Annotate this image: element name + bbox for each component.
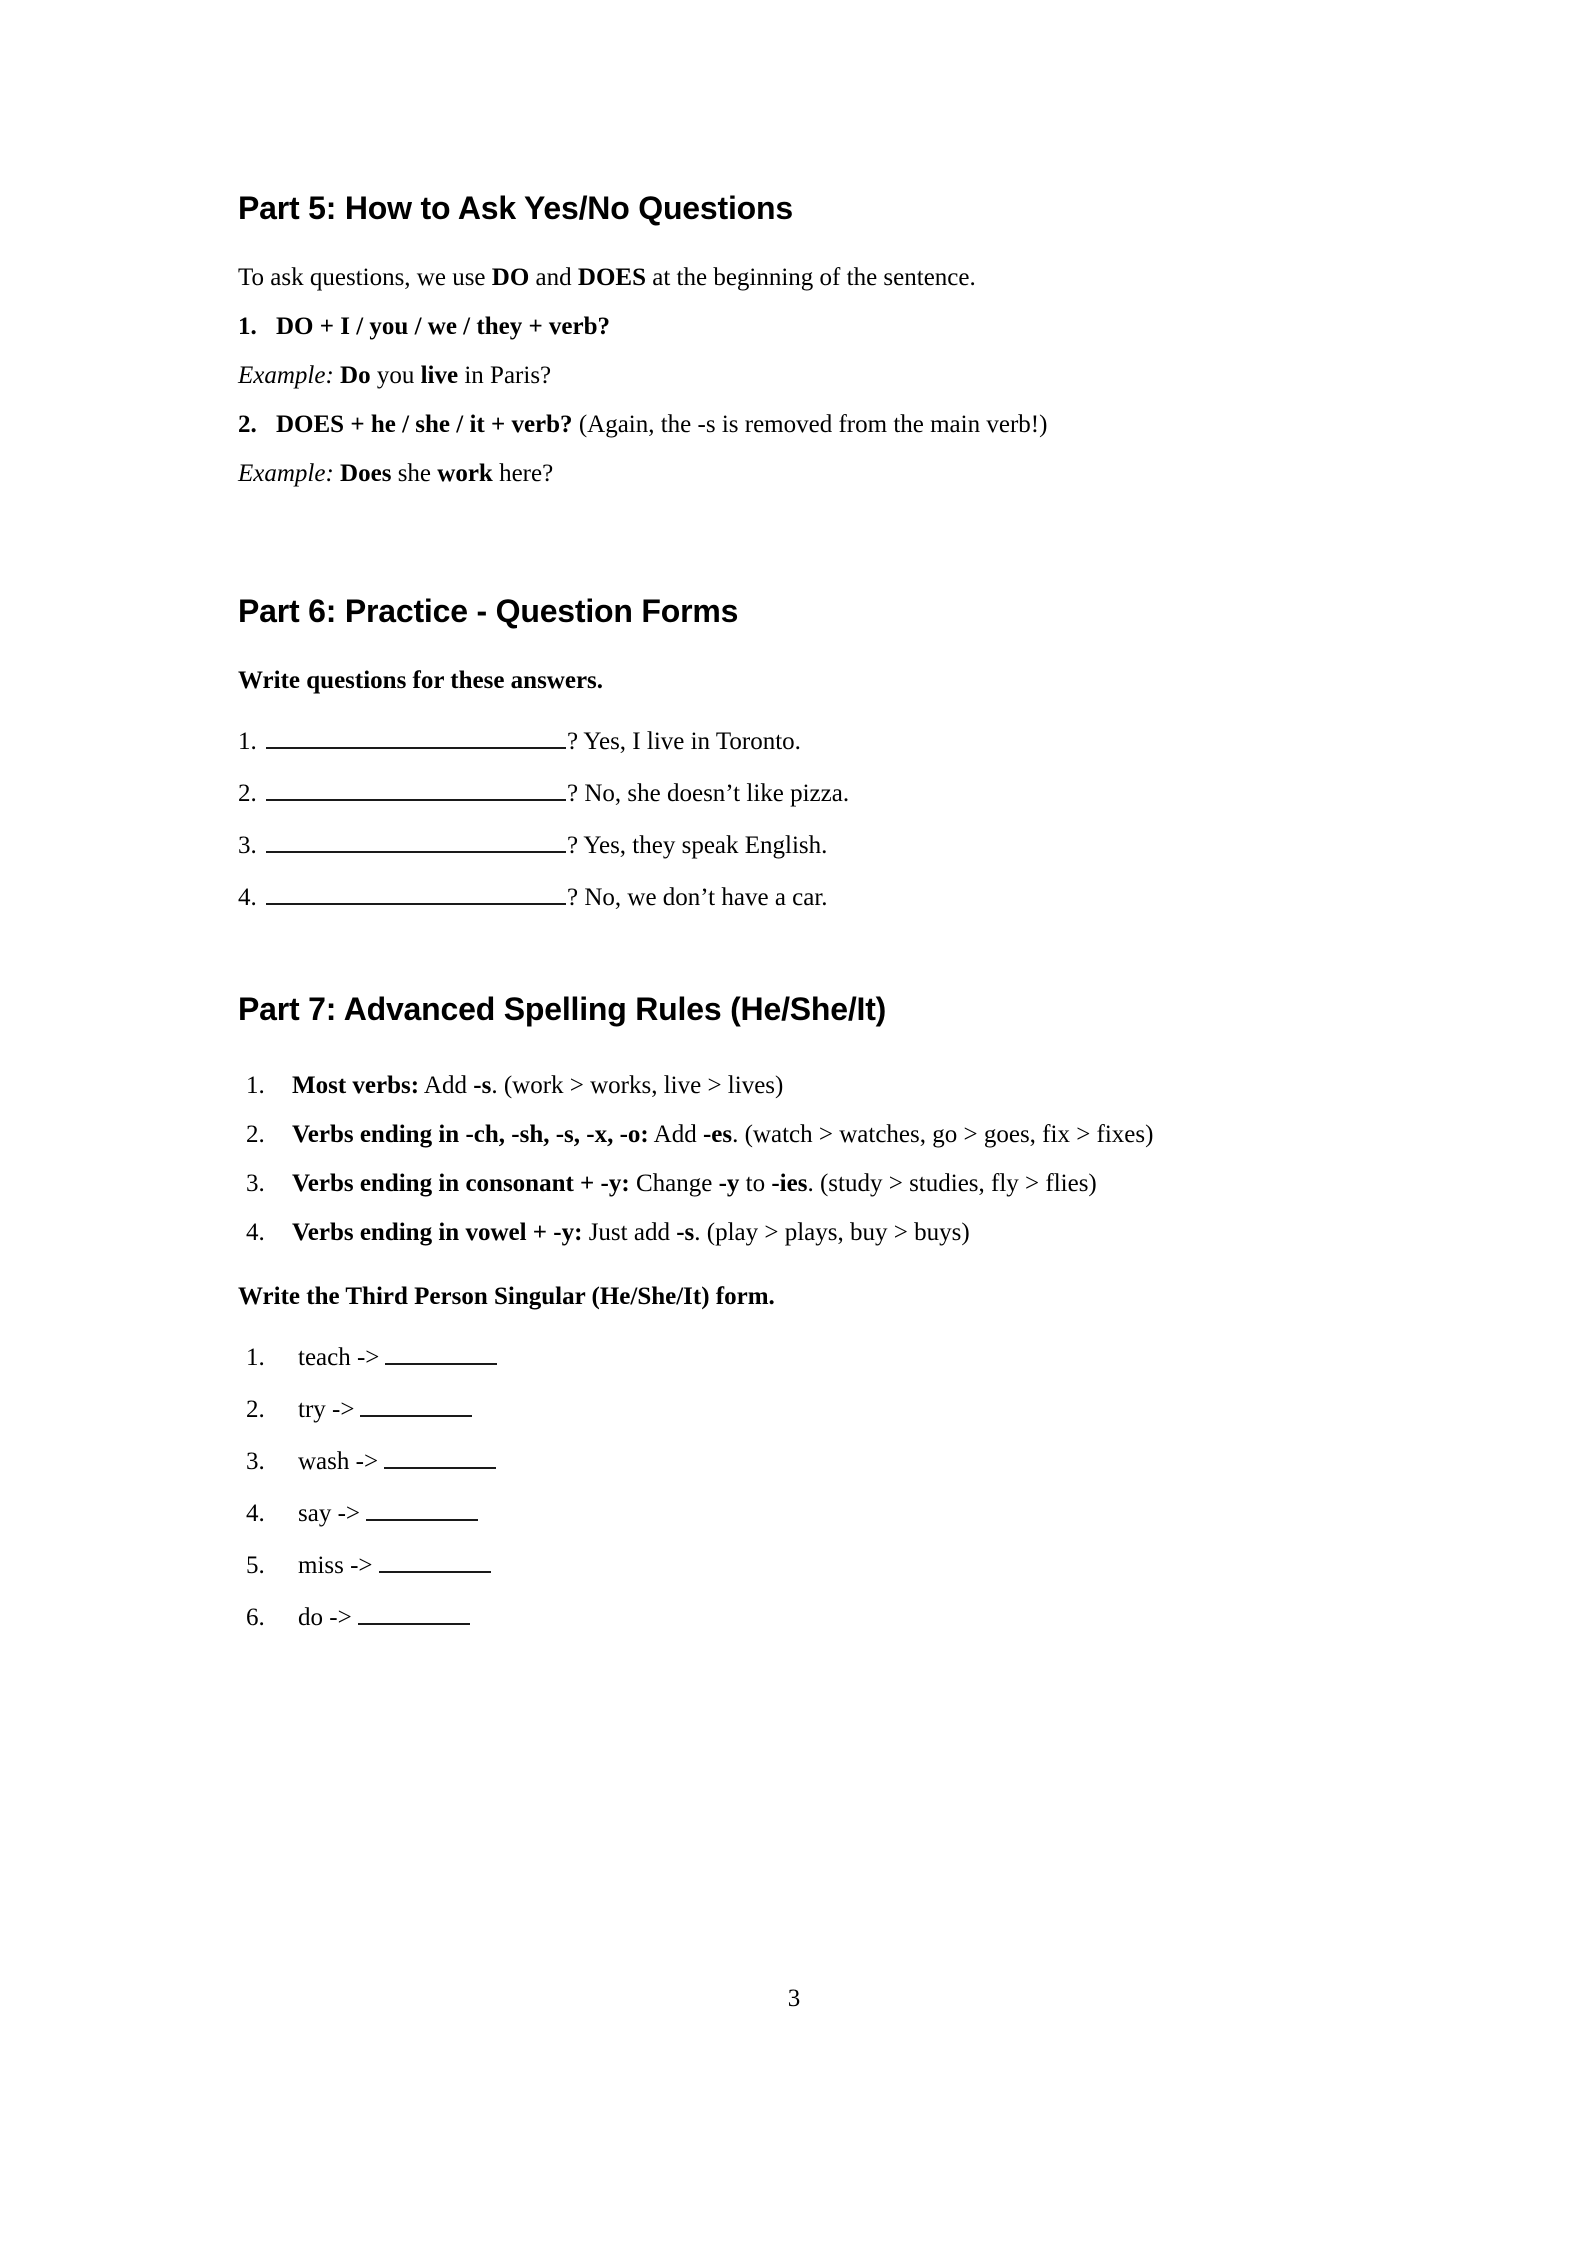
part7-rule-2-bold: Verbs ending in -ch, -sh, -s, -x, -o: [292,1121,649,1149]
part7-drill-5-text [292,1548,1358,1581]
part7-drill-1-text [292,1340,1358,1373]
part7-drill-4-verb: say -> [298,1500,360,1528]
list-item [238,1392,1358,1425]
part7-rule-3-number: 3. [246,1170,265,1198]
part6-item-2-text [266,776,1358,809]
part7-drill-1-number: 1. [246,1344,265,1372]
part5-intro-mid: and [529,263,578,291]
part6-item-4-answer: ? No, we don’t have a car. [567,883,828,911]
table-row [238,828,1358,861]
part7-rule-4-number: 4. [246,1219,265,1247]
part5-rule-2-text [276,410,1358,440]
part7-drill-5-number: 5. [246,1552,265,1580]
part7-rule-3-bold-3: -ies [771,1170,808,1198]
part6-item-1-text [266,724,1358,757]
list-item [238,1496,1358,1529]
part7-drill-5-blank[interactable] [379,1548,491,1573]
part7-rule-1-rest: Add [419,1072,474,1100]
part7-rule-4-bold: Verbs ending in vowel + -y: [292,1219,583,1247]
part5-example-1-label: Example: [238,361,334,389]
part5-rule-1-number: 1. [238,312,257,340]
part5-example-1-text-1: you [370,361,421,389]
part5-rule-2-row [238,410,1358,440]
part5-rule-1-text [276,312,1358,342]
list-item [238,410,1358,440]
part7-rule-4-rest: Just add [582,1219,677,1247]
part5-example-1-bold-1: Do [340,361,371,389]
part6-item-3-text [266,828,1358,861]
part7-heading: Part 7: Advanced Spelling Rules (He/She/It) [238,990,887,1027]
list-item [238,1071,1358,1101]
part5-intro-do: DO [491,263,530,291]
part7-drill-6-blank[interactable] [358,1600,470,1625]
part7-drill-3-verb: wash -> [298,1448,379,1476]
part7-rule-1-text [292,1071,1358,1101]
part5-example-2-bold-2: work [437,459,493,487]
part7-rule-3-text [292,1169,1358,1199]
part5-example-1-bold-2: live [420,361,459,389]
part7-drill-5-verb: miss -> [298,1552,373,1580]
part6-item-2-number: 2. [238,779,257,807]
part5-example-2-text-1: she [391,459,438,487]
part5-example-2-label: Example: [238,459,334,487]
part5-intro-pre: To ask questions, we use [238,263,492,291]
part7-drill-4-number: 4. [246,1500,265,1528]
list-item [238,1444,1358,1477]
part7-rule-4-text [292,1218,1358,1248]
list-item [238,1340,1358,1373]
part5-rule-1-row [238,312,1358,342]
part5-example-1-text-2: in Paris? [458,361,552,389]
part7-drill-instruction: Write the Third Person Singular (He/She/It) form. [238,1283,775,1311]
part7-drill-4-text [292,1496,1358,1529]
part6-heading: Part 6: Practice - Question Forms [238,592,739,629]
page-number: 3 [787,1985,801,2012]
part5-example-2 [238,459,1358,489]
part5-rule-2-rest: (Again, the -s is removed from the main verb!) [572,410,1048,438]
part7-drill-2-blank[interactable] [360,1392,472,1417]
list-item [238,1218,1358,1248]
table-row [238,724,1358,757]
part6-item-3-number: 3. [238,831,257,859]
list-item [238,1120,1358,1150]
part7-rule-4-rest-2: . (play > plays, buy > buys) [694,1219,970,1247]
part5-example-2-text-2: here? [492,459,554,487]
part7-rule-3-rest: Change [629,1170,719,1198]
part7-rule-1-bold-2: -s [473,1072,492,1100]
part7-rule-3-rest-2: to [739,1170,772,1198]
part7-drill-6-number: 6. [246,1604,265,1632]
part5-rule-2-bold: DOES + he / she / it + verb? [276,410,573,438]
part6-answer-list [238,724,1358,913]
part6-item-3-answer: ? Yes, they speak English. [567,831,828,859]
part6-item-2-blank[interactable] [266,776,566,801]
list-item [238,312,1358,342]
part5-example-2-bold-1: Does [340,459,392,487]
list-item [238,1600,1358,1633]
part6-item-1-answer: ? Yes, I live in Toronto. [567,727,801,755]
table-row [238,776,1358,809]
part7-rule-4-bold-2: -s [676,1219,695,1247]
part7-drill-3-number: 3. [246,1448,265,1476]
part6-item-3-blank[interactable] [266,828,566,853]
part7-rule-2-text [292,1120,1358,1150]
part5-rule-2-number: 2. [238,410,257,438]
part6-item-2-answer: ? No, she doesn’t like pizza. [567,779,850,807]
part7-rule-1-bold: Most verbs: [292,1072,420,1100]
part7-rule-2-bold-2: -es [702,1121,733,1149]
part7-rule-3-rest-3: . (study > studies, fly > flies) [807,1170,1097,1198]
part5-example-1 [238,361,1358,391]
part7-drill-1-blank[interactable] [385,1340,497,1365]
part7-drill-2-text [292,1392,1358,1425]
part7-rules-list [238,1071,1358,1248]
part5-intro-does: DOES [577,263,646,291]
part7-drill-1-verb: teach -> [298,1344,380,1372]
list-item [238,1548,1358,1581]
part7-drill-3-blank[interactable] [384,1444,496,1469]
part7-drill-6-verb: do -> [298,1604,352,1632]
part5-intro-paragraph [238,263,1358,293]
part7-rule-2-number: 2. [246,1121,265,1149]
part7-drill-4-blank[interactable] [366,1496,478,1521]
part6-item-1-blank[interactable] [266,724,566,749]
part6-item-4-number: 4. [238,883,257,911]
part6-item-4-blank[interactable] [266,880,566,905]
part6-instruction: Write questions for these answers. [238,666,604,694]
part7-drill-6-text [292,1600,1358,1633]
part7-rule-1-number: 1. [246,1072,265,1100]
part7-drill-2-number: 2. [246,1396,265,1424]
part5-intro-post: at the beginning of the sentence. [645,263,976,291]
table-row [238,880,1358,913]
part7-rule-2-rest-2: . (watch > watches, go > goes, fix > fixes) [732,1121,1154,1149]
part7-rule-3-bold: Verbs ending in consonant + -y: [292,1170,630,1198]
part7-rule-3-bold-2: -y [718,1170,740,1198]
list-item [238,1169,1358,1199]
part6-item-1-number: 1. [238,727,257,755]
part7-drill-list [238,1340,1358,1633]
page-content [238,190,1358,1633]
part7-rule-2-rest: Add [648,1121,703,1149]
part7-rule-1-rest-2: . (work > works, live > lives) [491,1072,784,1100]
part7-drill-3-text [292,1444,1358,1477]
part5-rule-1-bold: DO + I / you / we / they + verb? [276,312,611,340]
part7-drill-2-verb: try -> [298,1396,355,1424]
part5-heading: Part 5: How to Ask Yes/No Questions [238,190,793,226]
part6-item-4-text [266,880,1358,913]
